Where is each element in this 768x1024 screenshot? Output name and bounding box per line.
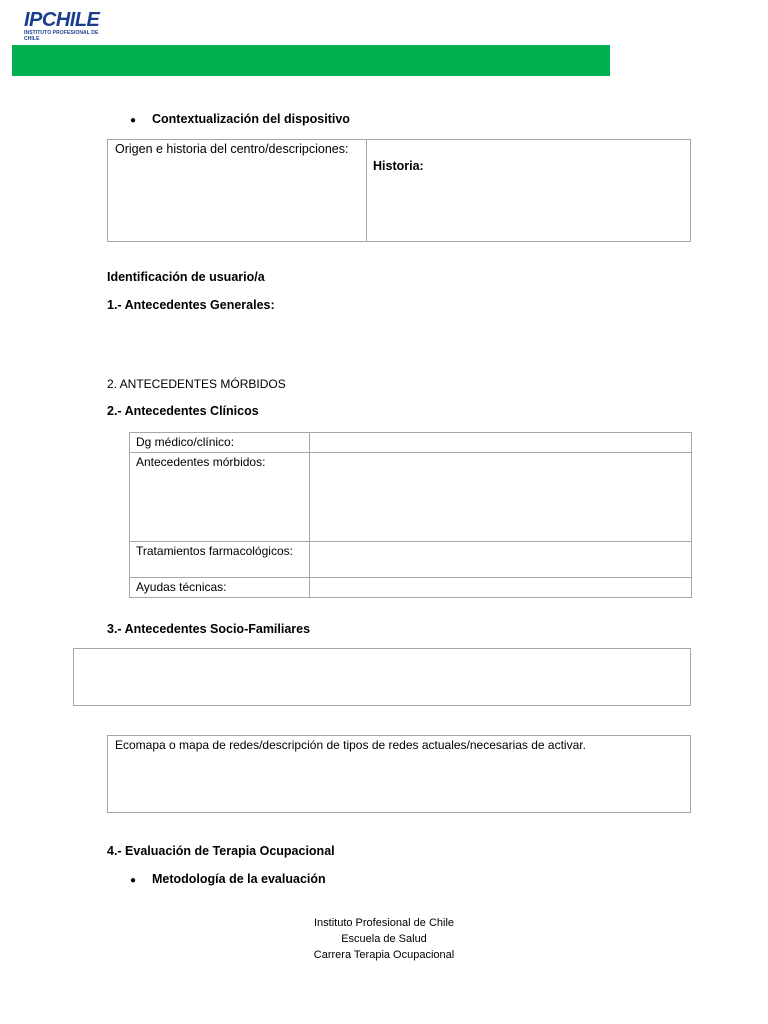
socio-box[interactable] [73,648,691,706]
logo-wordmark: IPCHILE [24,9,100,31]
table-row [130,433,692,453]
antecedentes-generales-title: 1.- Antecedentes Generales: [107,298,275,312]
footer [0,915,768,963]
row-label: Tratamientos farmacológicos: [130,542,310,578]
ipchile-logo [24,9,104,42]
contexto-bullet: ● [130,115,137,126]
contexto-divider [366,140,367,241]
historia-label: Historia: [373,159,424,173]
row-value[interactable] [309,578,691,598]
row-value[interactable] [309,433,691,453]
contexto-title: Contextualización del dispositivo [152,112,350,126]
row-value[interactable] [309,453,691,542]
row-label: Antecedentes mórbidos: [130,453,310,542]
clinicos-table [129,432,692,598]
evaluacion-title: 4.- Evaluación de Terapia Ocupacional [107,844,335,858]
socio-title: 3.- Antecedentes Socio-Familiares [107,622,311,636]
morbidos-heading: 2. ANTECEDENTES MÓRBIDOS [107,377,286,391]
metodologia-bullet: ● [130,875,137,886]
clinicos-title: 2.- Antecedentes Clínicos [107,404,259,418]
footer-career: Carrera Terapia Ocupacional [313,949,455,961]
footer-school: Escuela de Salud [341,933,427,945]
metodologia-label: Metodología de la evaluación [152,872,326,886]
table-row [130,542,692,578]
table-row [130,453,692,542]
footer-institution: Instituto Profesional de Chile [313,917,455,929]
ecomapa-label: Ecomapa o mapa de redes/descripción de tipos de redes actuales/necesarias de activar. [115,738,586,752]
row-label: Dg médico/clínico: [130,433,310,453]
header-green-bar [12,45,610,76]
origen-label: Origen e historia del centro/descripciones: [115,142,349,156]
contexto-table [107,139,691,242]
identificacion-title: Identificación de usuario/a [107,270,265,284]
row-label: Ayudas técnicas: [130,578,310,598]
ecomapa-box[interactable] [107,735,691,813]
table-row [130,578,692,598]
logo-subtitle: INSTITUTO PROFESIONAL DE CHILE [24,30,99,42]
row-value[interactable] [309,542,691,578]
